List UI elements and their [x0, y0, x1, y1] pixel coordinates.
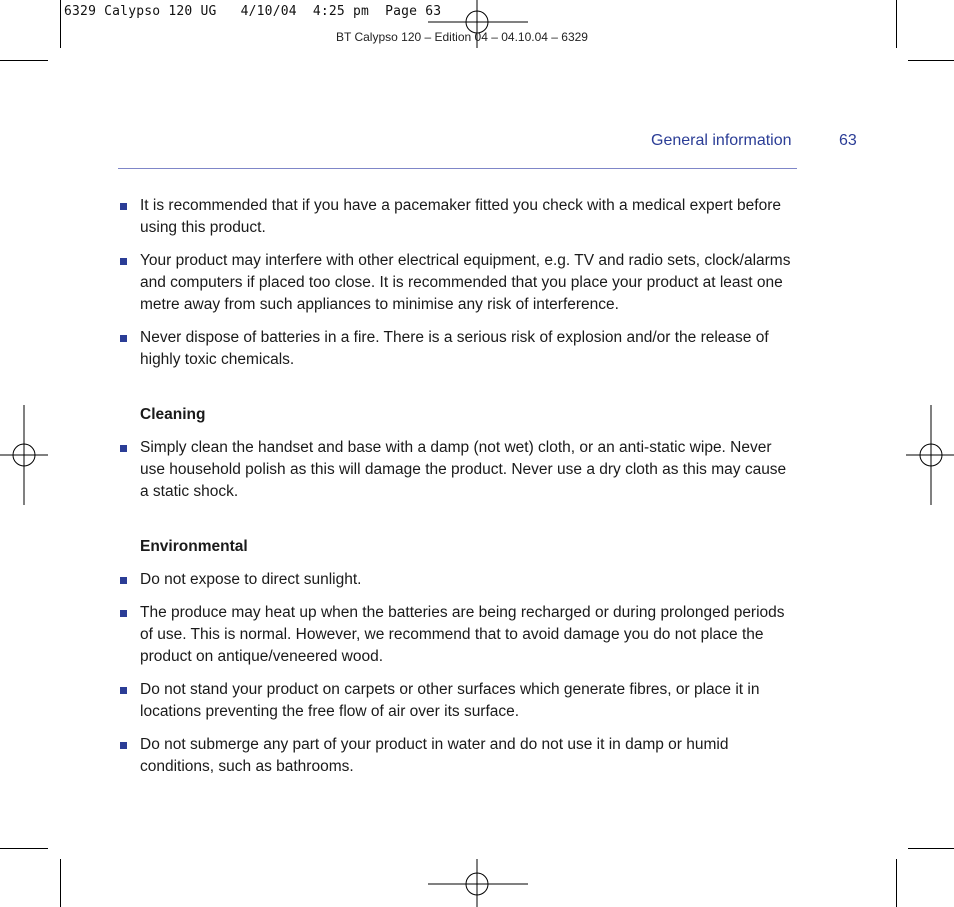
registration-mark-left-icon — [0, 405, 48, 505]
crop-mark-top-right-horizontal — [908, 60, 954, 61]
list-item — [118, 327, 798, 371]
crop-mark-top-right-vertical — [896, 0, 897, 48]
list-item-text: Do not stand your product on carpets or other surfaces which generate fibres, or place it in locations preventing the free flow of air over its surface. — [140, 681, 760, 720]
section-environmental — [118, 536, 798, 778]
list-item — [118, 602, 798, 668]
crop-mark-top-left-horizontal — [0, 60, 48, 61]
list-item — [118, 734, 798, 778]
list-item-text: It is recommended that if you have a pacemaker fitted you check with a medical expert before using this product. — [140, 197, 781, 236]
crop-mark-bottom-left-vertical — [60, 859, 61, 907]
square-bullet-icon — [120, 445, 127, 452]
crop-mark-top-left-vertical — [60, 0, 61, 48]
list-item-text: Your product may interfere with other electrical equipment, e.g. TV and radio sets, clock/alarms and computers if placed too close. It is recommended that you place your product at least one metre away from such appliances to minimise any risk of interference. — [140, 252, 791, 313]
section-heading: Environmental — [140, 538, 248, 555]
list-item — [118, 679, 798, 723]
list-item — [118, 569, 798, 591]
print-slug: 6329 Calypso 120 UG 4/10/04 4:25 pm Page 63 — [64, 4, 442, 19]
crop-mark-bottom-right-vertical — [896, 859, 897, 907]
crop-mark-bottom-left-horizontal — [0, 848, 48, 849]
list-item — [118, 437, 798, 503]
main-content — [118, 195, 798, 789]
list-item — [118, 250, 798, 316]
list-item-text: Do not expose to direct sunlight. — [140, 571, 362, 588]
square-bullet-icon — [120, 610, 127, 617]
square-bullet-icon — [120, 577, 127, 584]
list-item-text: Do not submerge any part of your product in water and do not use it in damp or humid conditions, such as bathrooms. — [140, 736, 729, 775]
list-item-text: The produce may heat up when the batteries are being recharged or during prolonged periods of use. This is normal. However, we recommend that to avoid damage you do not place the product on antique/veneered wood. — [140, 604, 785, 665]
section-heading: Cleaning — [140, 406, 206, 423]
list-item-text: Simply clean the handset and base with a damp (not wet) cloth, or an anti-static wipe. Never use household polish as this will damage the product. Never use a dry cloth as this may cause a static shock. — [140, 439, 787, 500]
header-rule — [118, 168, 797, 169]
square-bullet-icon — [120, 335, 127, 342]
square-bullet-icon — [120, 203, 127, 210]
running-header-title: General information — [651, 132, 792, 149]
square-bullet-icon — [120, 687, 127, 694]
section-spacer — [118, 382, 798, 404]
section-spacer — [118, 514, 798, 536]
list-item-text: Never dispose of batteries in a fire. There is a serious risk of explosion and/or the release of highly toxic chemicals. — [140, 329, 769, 368]
page-number: 63 — [839, 132, 857, 149]
square-bullet-icon — [120, 258, 127, 265]
list-item — [118, 195, 798, 239]
registration-mark-right-icon — [906, 405, 954, 505]
square-bullet-icon — [120, 742, 127, 749]
registration-mark-bottom-icon — [428, 859, 528, 907]
section-cleaning — [118, 404, 798, 503]
section-general — [118, 195, 798, 371]
crop-mark-bottom-right-horizontal — [908, 848, 954, 849]
edition-line: BT Calypso 120 – Edition 04 – 04.10.04 – 6329 — [336, 30, 588, 44]
